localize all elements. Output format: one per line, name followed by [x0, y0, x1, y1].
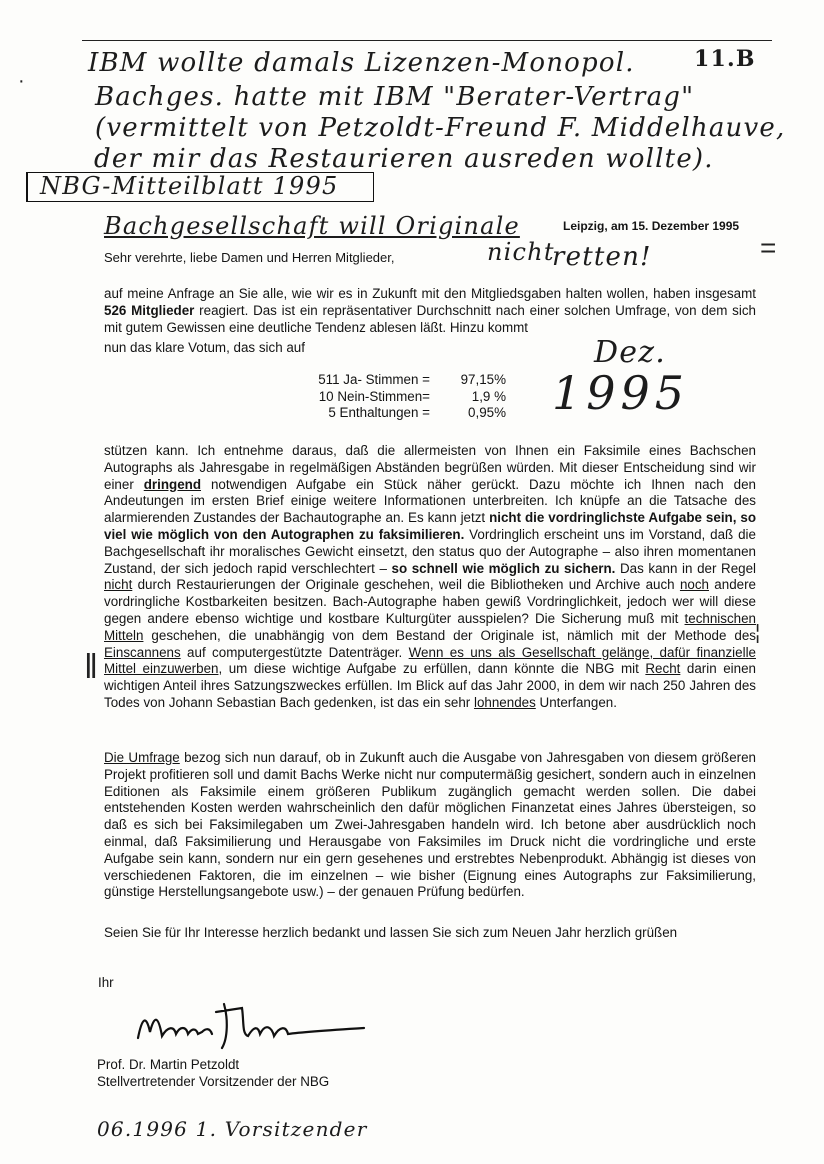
- handwritten-note-line-2: Bachges. hatte mit IBM "Berater-Vertrag": [95, 82, 695, 112]
- margin-mark-right: ¦: [755, 622, 761, 644]
- handwritten-boxed-note: [26, 172, 374, 202]
- margin-mark-left: ‖: [84, 648, 99, 686]
- paragraph-1: auf meine Anfrage an Sie alle, wie wir es in Zukunft mit den Mitgliedsgaben halten wollen, haben insgesamt 526 Mitglieder reagiert. Das ist ein repräsentativer Durchschnitt nach einer solchen Umfrage, von dem sich mit gutem Gewissen eine deutliche Tendenz ablesen läßt. Hinzu kommt: [104, 286, 756, 335]
- letter-date: Leipzig, am 15. Dezember 1995: [563, 219, 740, 233]
- handwritten-note-line-4: der mir das Restaurieren ausreden wollte).: [94, 144, 714, 174]
- vote-row-abstain: 5 Enthaltungen = 0,95%: [328, 405, 506, 420]
- handwritten-note-line-3: (vermittelt von Petzoldt-Freund F. Middelhauve,: [95, 113, 786, 143]
- letter-salutation: Sehr verehrte, liebe Damen und Herren Mitglieder,: [104, 250, 395, 265]
- vote-results: [270, 372, 506, 422]
- handwritten-year: 1995: [552, 366, 690, 420]
- vote-row-no: 10 Nein-Stimmen= 1,9 %: [318, 388, 506, 404]
- handwritten-reference: 11.B: [694, 46, 756, 72]
- signer-title: Stellvertretender Vorsitzender der NBG: [97, 1074, 330, 1089]
- margin-stroke-mark: =: [760, 232, 777, 263]
- signature: [132, 998, 372, 1052]
- top-rule: [82, 40, 772, 41]
- handwritten-bach-note-3: retten!: [552, 242, 652, 272]
- paragraph-1-tail: nun das klare Votum, das sich auf: [104, 340, 305, 355]
- vote-row-yes: 511 Ja- Stimmen = 97,15%: [318, 372, 506, 387]
- paragraph-2: stützen kann. Ich entnehme daraus, daß die allermeisten von Ihnen ein Faksimile eines Bachschen Autographs als Jahresgabe in regelmäßigen Abständen begrüßen würden. Mit dieser Entscheidung sind wir einer dringend notwendigen Aufgabe ein Stück näher gerückt. Dazu möchte ich Ihnen nach den Andeutungen im ersten Brief einige weitere Informationen unterbreiten. Ich knüpfe an die Tatsache des alarmierenden Zustandes der Bachautographe an. Es kann jetzt nicht die vordringlichste Aufgabe sein, so viel wie möglich von den Autographen zu faksimilieren. Vordringlich erscheint uns im Vorstand, daß die Bachgesellschaft ihr moralisches Gewicht einsetzt, den status quo der Autographe – also ihren momentanen Zustand, der sich jedoch rapid verschlechtert – so schnell wie möglich zu sichern. Das kann in der Regel nicht durch Restaurierungen der Originale geschehen, weil die Bibliotheken und Archive auch noch andere vordringliche Kostbarkeiten besitzen. Bach-Autographe haben gewiß Vordringlichkeit, jedoch wer will diese gegen andere ebenso wichtige und kostbare Kulturgüter ausspielen? Die Sicherung muß mit technischen Mitteln geschehen, die unabhängig von dem Bestand der Originale ist, nämlich mit der Methode des Einscannens auf computergestützte Datenträger. Wenn es uns als Gesellschaft gelänge, dafür finanzielle Mittel einzuwerben, um diese wichtige Aufgabe zu erfüllen, dann könnte die NBG mit Recht darin einen wichtigen Anteil ihres Satzungszweckes erfüllen. Im Blick auf das Jahr 2000, in dem wir nach 250 Jahren des Todes von Johann Sebastian Bach gedenken, ist das ein sehr lohnendes Unterfangen.: [104, 443, 757, 710]
- handwritten-bach-note-2: nicht: [487, 238, 555, 266]
- signer-block: [97, 1056, 329, 1090]
- paragraph-4: Seien Sie für Ihr Interesse herzlich bedankt und lassen Sie sich zum Neuen Jahr herzlich grüßen: [104, 925, 678, 940]
- margin-scribble-top: ·: [18, 70, 25, 92]
- handwritten-note-line-1: IBM wollte damals Lizenzen-Monopol.: [88, 48, 635, 78]
- handwritten-boxed-text: NBG-Mitteilblatt 1995: [40, 172, 339, 200]
- handwritten-bach-note: Bachgesellschaft will Originale: [104, 212, 520, 240]
- paragraph-3: Die Umfrage bezog sich nun darauf, ob in Zukunft auch die Ausgabe von Jahresgaben von diesem größeren Projekt profitieren soll und damit Bachs Werke nicht nur computermäßig gesichert, sondern auch in einzelnen Editionen als Faksimile einem größeren Publikum zugänglich gemacht werden sollen. Die dabei entstehenden Kosten werden wahrscheinlich den dafür möglichen Finanzetat eines Jahres übersteigen, so daß es sich bei Faksimilegaben um Zwei-Jahresgaben handeln wird. Ich betone aber ausdrücklich noch einmal, daß Faksimilierung und Herausgabe von Faksimiles im Druck nicht die vordringliche und erste Aufgabe sein kann, sondern nur ein gern gesehenes und erstrebtes Nebenprodukt. Abhängig ist dieses von verschiedenen Faktoren, die im einzelnen – wie bisher (Eignung eines Autographs zur Faksimilierung, günstige Herstellungsangebote usw.) – der genauen Prüfung bedürfen.: [104, 750, 756, 900]
- handwritten-bottom-note: 06.1996 1. Vorsitzender: [97, 1117, 368, 1141]
- handwritten-month: Dez.: [594, 335, 666, 370]
- signer-name: Prof. Dr. Martin Petzoldt: [97, 1057, 240, 1072]
- letter-closing: Ihr: [98, 975, 114, 990]
